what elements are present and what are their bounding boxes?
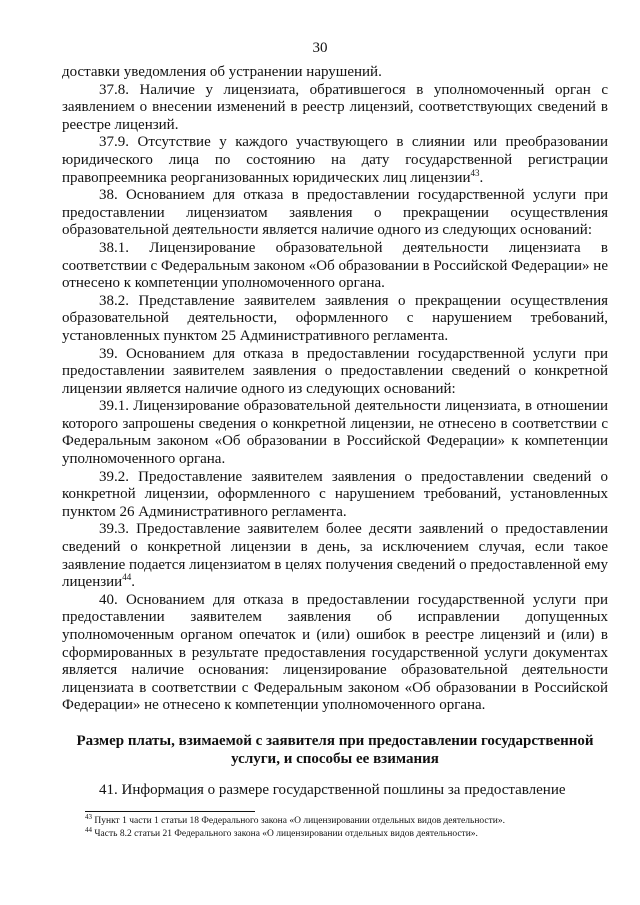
paragraph-text: 37.9. Отсутствие у каждого участвующего в слиянии или преобразовании юридического лица по состоянию на дату государственной регистрации правопреемника реорганизованных юридических лиц лицензии [62, 134, 608, 186]
paragraph-text: 38.2. Представление заявителем заявления о прекращении осуществления образовательной деятельности, оформленного с нарушением требований, установленных пунктом 25 Административного регламента. [62, 292, 608, 344]
footnotes [85, 812, 605, 841]
paragraph-text: 39.1. Лицензирование образовательной деятельности лицензиата, в отношении которого запрошены сведения о конкретной лицензии, не отнесено в соответствии с Федеральным законом «Об образовании в Российской Федерации» к компетенции уполномоченного органа. [62, 398, 608, 468]
paragraph-38-1 [62, 240, 608, 293]
paragraph-41 [62, 782, 608, 800]
footnote-43 [85, 812, 605, 828]
paragraph-40 [62, 592, 608, 715]
paragraph-39-2 [62, 469, 608, 522]
footnote-divider [85, 811, 255, 812]
document-body [62, 64, 608, 800]
paragraph-39-3 [62, 521, 608, 591]
paragraph-continuation [62, 64, 608, 82]
paragraph-37-8 [62, 82, 608, 135]
paragraph-text: 40. Основанием для отказа в предоставлении государственной услуги при предоставлении заявителем заявления об исправлении допущенных уполномоченным органом опечаток и (или) ошибок в реестре лицензий и (или) в сформированных в результате предоставления государственной услуги документах является наличие основания: лицензирование образовательной деятельности лицензиата в соответствии с Федеральным законом «Об образовании в Российской Федерации» не отнесено к компетенции уполномоченного органа. [62, 591, 608, 714]
paragraph-text: 37.8. Наличие у лицензиата, обратившегося в уполномоченный орган с заявлением о внесении изменений в реестр лицензий, соответствующих сведений в реестре лицензий. [62, 81, 608, 133]
footnote-text: Часть 8.2 статьи 21 Федерального закона «О лицензировании отдельных видов деятельности». [94, 829, 478, 839]
footnote-ref-44[interactable]: 44 [122, 572, 132, 583]
paragraph-text: 41. Информация о размере государственной пошлины за предоставление [99, 781, 566, 798]
paragraph-text: доставки уведомления об устранении нарушений. [62, 64, 382, 80]
paragraph-38-2 [62, 293, 608, 346]
paragraph-text: 39.3. Предоставление заявителем более десяти заявлений о предоставлении сведений о конкретной лицензии в день, за исключением случая, если такое заявление подается лицензиатом в целях получения сведений о предоставленной ему лицензии [62, 521, 608, 591]
footnote-number: 43 [85, 812, 92, 821]
paragraph-38 [62, 187, 608, 240]
paragraph-text: 39.2. Предоставление заявителем заявления о предоставлении сведений о конкретной лицензии, оформленного с нарушением требований, установленных пунктом 26 Административного регламента. [62, 468, 608, 520]
footnote-text: Пункт 1 части 1 статьи 18 Федерального закона «О лицензировании отдельных видов деятельности». [94, 816, 505, 826]
footnote-44 [85, 825, 605, 841]
paragraph-39 [62, 346, 608, 399]
paragraph-end-punct: . [131, 574, 135, 591]
section-heading: Размер платы, взимаемой с заявителя при предоставлении государственной услуги, и способы ее взимания [76, 732, 594, 767]
paragraph-39-1 [62, 398, 608, 468]
footnote-ref-43[interactable]: 43 [470, 167, 480, 178]
footnote-number: 44 [85, 825, 92, 834]
paragraph-text: 38. Основанием для отказа в предоставлении государственной услуги при предоставлении лицензиатом заявления о прекращении осуществления образовательной деятельности является наличие одного из следующих оснований: [62, 187, 608, 239]
page-number: 30 [312, 40, 328, 56]
paragraph-text: 38.1. Лицензирование образовательной деятельности лицензиата в соответствии с Федеральным законом «Об образовании в Российской Федерации» не отнесено к компетенции уполномоченного органа. [62, 239, 608, 292]
paragraph-end-punct: . [479, 169, 484, 186]
paragraph-37-9 [62, 134, 608, 187]
paragraph-text: 39. Основанием для отказа в предоставлении государственной услуги при предоставлении заявителем заявления о предоставлении сведений о конкретной лицензии является наличие одного из следующих оснований: [62, 345, 608, 397]
